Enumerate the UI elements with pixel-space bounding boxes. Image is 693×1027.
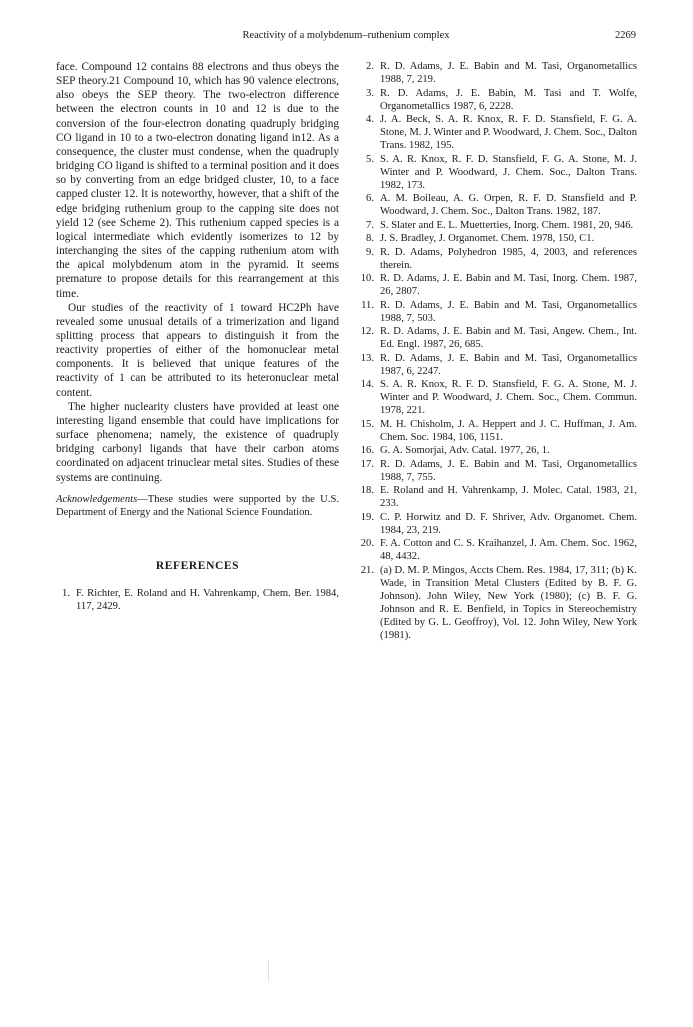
reference-text: F. A. Cotton and C. S. Kraihanzel, J. Am. Chem. Soc. 1962, 48, 4432. bbox=[380, 538, 637, 562]
reference-item bbox=[360, 325, 637, 351]
reference-number: 15. bbox=[360, 418, 374, 430]
reference-item bbox=[360, 232, 637, 245]
reference-text: C. P. Horwitz and D. F. Shriver, Adv. Organomet. Chem. 1984, 23, 219. bbox=[380, 511, 637, 536]
reference-item bbox=[360, 60, 637, 86]
reference-number: 9. bbox=[366, 246, 374, 258]
left-column bbox=[56, 60, 339, 613]
reference-number: 7. bbox=[366, 219, 374, 231]
reference-item bbox=[360, 484, 637, 510]
page-number: 2269 bbox=[615, 30, 636, 41]
reference-number: 3. bbox=[366, 87, 374, 99]
reference-number: 5. bbox=[366, 153, 374, 165]
reference-item bbox=[360, 418, 637, 444]
reference-text: E. Roland and H. Vahrenkamp, J. Molec. Catal. 1983, 21, 233. bbox=[380, 485, 637, 509]
acknowledgements-label: Acknowledgements bbox=[56, 493, 138, 505]
reference-item bbox=[56, 587, 339, 613]
reference-item bbox=[360, 537, 637, 563]
running-title: Reactivity of a molybdenum–ruthenium complex bbox=[242, 30, 450, 41]
reference-number: 18. bbox=[360, 485, 374, 496]
acknowledgements bbox=[56, 493, 339, 519]
reference-number: 17. bbox=[360, 458, 374, 470]
reference-text: J. A. Beck, S. A. R. Knox, R. F. D. Stansfield, F. G. A. Stone, M. J. Winter and P. Woodward, J. Chem. Soc., Dalton Trans. 1982, 195. bbox=[380, 114, 637, 151]
reference-number: 1. bbox=[62, 587, 70, 599]
body-paragraph-1: face. Compound 12 contains 88 electrons and thus obeys the SEP theory.21 Compound 10, which has 90 valence electrons, also obeys the SEP theory. The two-electron difference between the electron counts in 10 and 12 is due to the conversion of the four-electron donating quadruply bridging CO ligand in 10 to a two-electron donating ligand in12. As a consequence, the cluster must condense, when the quadruply bridging CO ligand is shifted to a terminal position and it does so by converting from an edge bridged cluster, 10, to a face capped cluster 12. It is noteworthy, however, that a shift of the edge bridging ruthenium group to the capping site does not yield 12 (see Scheme 2). This ruthenium capped species is a logical intermediate which evidently isomerizes to 12 by interchanging the sites of the capping ruthenium atom with the apical molybdenum atom in the pyramid. It seems premature to propose details for this rearrangement at this time. bbox=[56, 61, 339, 300]
reference-text: G. A. Somorjai, Adv. Catal. 1977, 26, 1. bbox=[380, 445, 550, 456]
reference-text: (a) D. M. P. Mingos, Accts Chem. Res. 1984, 17, 311; (b) K. Wade, in Transition Metal Clusters (Edited by B. F. G. Johnson). John Wiley, New York (1980); (c) B. F. G. Johnson and R. E. Benfield, in Topics in Stereochemistry (Edited by G. L. Geoffroy), Vol. 12. John Wiley, New York (1981). bbox=[380, 564, 637, 641]
reference-list-right bbox=[360, 60, 637, 642]
reference-item bbox=[360, 192, 637, 218]
reference-number: 4. bbox=[366, 114, 374, 125]
reference-text: R. D. Adams, J. E. Babin and M. Tasi, Organometallics 1988, 7, 219. bbox=[380, 61, 637, 85]
reference-number: 19. bbox=[360, 511, 374, 523]
reference-item bbox=[360, 246, 637, 272]
reference-item bbox=[360, 511, 637, 537]
reference-number: 11. bbox=[361, 299, 374, 311]
reference-text: S. A. R. Knox, R. F. D. Stansfield, F. G. A. Stone, M. J. Winter and P. Woodward, J. Chem. Soc., Chem. Commun. 1978, 221. bbox=[380, 379, 637, 416]
reference-item bbox=[360, 113, 637, 152]
acknowledgements-text: —These studies were supported by the U.S. Department of Energy and the National Science Foundation. bbox=[56, 493, 339, 518]
reference-number: 20. bbox=[360, 538, 374, 549]
reference-text: R. D. Adams, J. E. Babin, M. Tasi and T. Wolfe, Organometallics 1987, 6, 2228. bbox=[380, 87, 637, 112]
references-heading: REFERENCES bbox=[155, 559, 240, 572]
reference-number: 14. bbox=[360, 379, 374, 390]
reference-text: R. D. Adams, J. E. Babin and M. Tasi, Organometallics 1988, 7, 755. bbox=[380, 458, 637, 483]
running-header bbox=[56, 30, 636, 46]
body-paragraph-3: The higher nuclearity clusters have provided at least one interesting ligand ensemble that could have implications for surface phenomena; namely, the existence of quadruply bridging carbonyl ligands that have their carbon atoms coordinated on adjacent trinuclear metal sites. Studies of these systems are continuing. bbox=[56, 400, 339, 484]
reference-item bbox=[360, 564, 637, 642]
reference-item bbox=[360, 378, 637, 417]
reference-text: A. M. Boileau, A. G. Orpen, R. F. D. Stansfield and P. Woodward, J. Chem. Soc., Dalton Trans. 1982, 187. bbox=[380, 193, 637, 217]
reference-item bbox=[360, 444, 637, 457]
reference-item bbox=[360, 153, 637, 192]
reference-text: R. D. Adams, J. E. Babin and M. Tasi, Organometallics 1988, 7, 503. bbox=[380, 299, 637, 324]
reference-item bbox=[360, 458, 637, 484]
reference-text: F. Richter, E. Roland and H. Vahrenkamp, Chem. Ber. 1984, 117, 2429. bbox=[76, 587, 339, 612]
reference-text: R. D. Adams, Polyhedron 1985, 4, 2003, and references therein. bbox=[380, 246, 637, 271]
reference-item bbox=[360, 219, 637, 232]
reference-text: M. H. Chisholm, J. A. Heppert and J. C. Huffman, J. Am. Chem. Soc. 1984, 106, 1151. bbox=[380, 418, 637, 443]
reference-text: J. S. Bradley, J. Organomet. Chem. 1978, 150, C1. bbox=[380, 233, 595, 244]
reference-text: S. Slater and E. L. Muetterties, Inorg. Chem. 1981, 20, 946. bbox=[380, 219, 634, 231]
reference-text: R. D. Adams, J. E. Babin and M. Tasi, Inorg. Chem. 1987, 26, 2807. bbox=[380, 273, 637, 297]
reference-item bbox=[360, 352, 637, 378]
right-column bbox=[360, 60, 637, 642]
reference-number: 21. bbox=[360, 564, 374, 576]
reference-item bbox=[360, 272, 637, 298]
reference-number: 10. bbox=[360, 273, 374, 284]
reference-text: R. D. Adams, J. E. Babin and M. Tasi, Organometallics 1987, 6, 2247. bbox=[380, 352, 637, 377]
reference-number: 8. bbox=[366, 233, 374, 244]
reference-number: 6. bbox=[366, 193, 374, 204]
scan-mark-divider bbox=[268, 960, 269, 982]
reference-number: 12. bbox=[360, 326, 374, 337]
body-paragraph-2: Our studies of the reactivity of 1 toward HC2Ph have revealed some unusual details of a trimerization and ligand splitting process that appears to distinguish it from the reactivity properties of either of the homonuclear metal components. It is believed that unique features of the reactivity of 1 can be attributed to its heteronuclear metal content. bbox=[56, 301, 339, 399]
reference-text: R. D. Adams, J. E. Babin and M. Tasi, Angew. Chem., Int. Ed. Engl. 1987, 26, 685. bbox=[380, 326, 637, 350]
reference-item bbox=[360, 87, 637, 113]
reference-number: 16. bbox=[360, 445, 374, 456]
reference-number: 2. bbox=[366, 61, 374, 72]
reference-list-left bbox=[56, 587, 339, 613]
reference-text: S. A. R. Knox, R. F. D. Stansfield, F. G. A. Stone, M. J. Winter and P. Woodward, J. Chem. Soc., Dalton Trans. 1982, 173. bbox=[380, 153, 637, 191]
reference-item bbox=[360, 299, 637, 325]
reference-number: 13. bbox=[360, 352, 374, 364]
